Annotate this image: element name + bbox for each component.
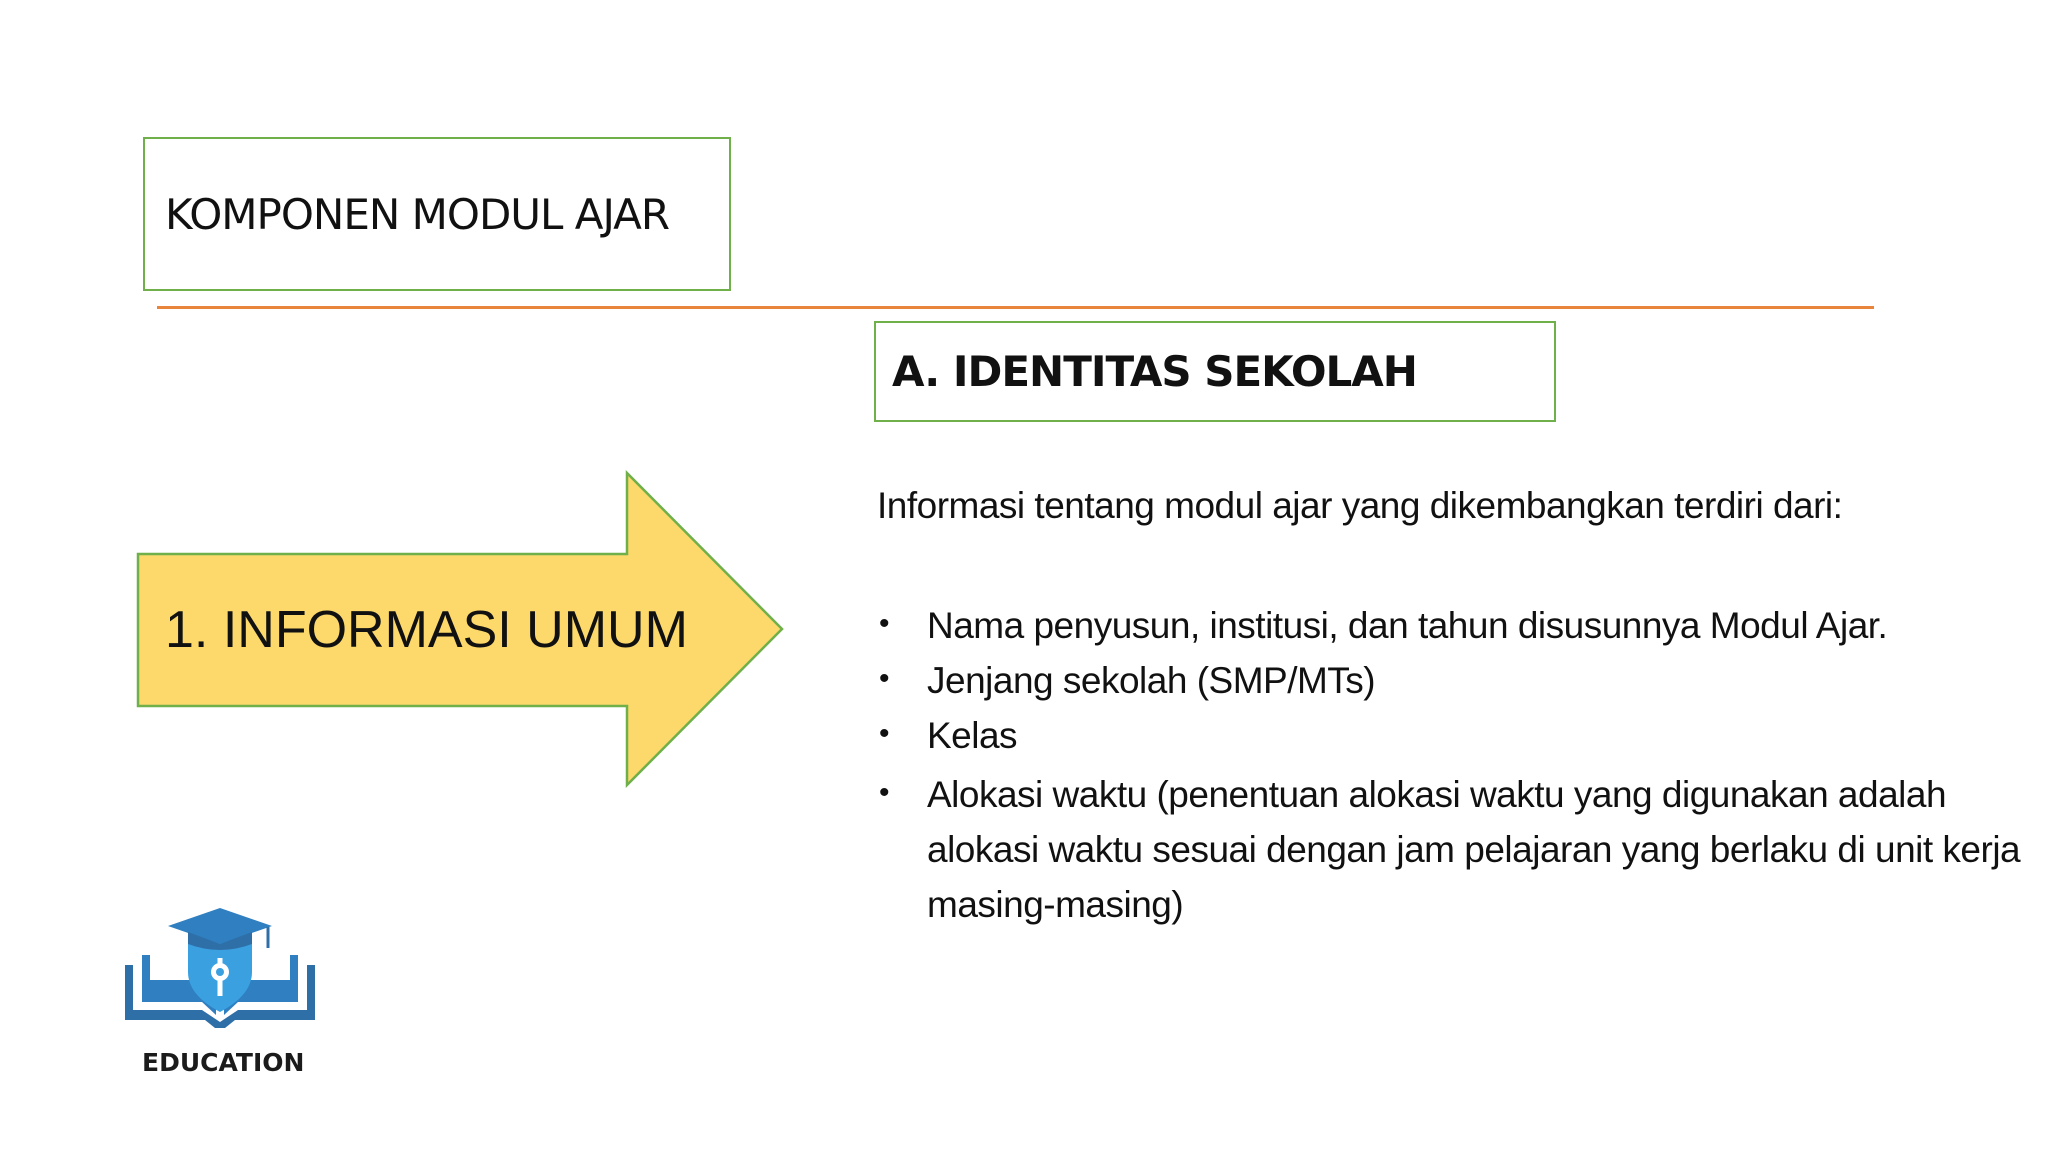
bullet-dot-icon: • [879, 717, 890, 750]
slide-title: KOMPONEN MODUL AJAR [165, 189, 670, 239]
list-item [877, 598, 2027, 653]
list-item [877, 653, 2027, 708]
divider-line [157, 306, 1874, 309]
bullet-dot-icon: • [879, 662, 890, 695]
list-item [877, 708, 2027, 763]
section-heading: A. IDENTITAS SEKOLAH [892, 347, 1417, 396]
bullet-text: Alokasi waktu (penentuan alokasi waktu yang digunakan adalah alokasi waktu sesuai dengan jam pelajaran yang berlaku di unit kerja masing-masing) [927, 774, 2021, 925]
bullet-dot-icon: • [879, 776, 890, 809]
title-box [143, 137, 731, 291]
bullet-text: Nama penyusun, institusi, dan tahun disusunnya Modul Ajar. [927, 605, 1888, 646]
bullet-dot-icon: • [879, 607, 890, 640]
bullet-text: Jenjang sekolah (SMP/MTs) [927, 660, 1376, 701]
arrow-label: 1. INFORMASI UMUM [165, 601, 688, 659]
bullet-list [877, 598, 2027, 932]
section-heading-box [874, 321, 1556, 422]
bullet-text: Kelas [927, 715, 1018, 756]
intro-text: Informasi tentang modul ajar yang dikembangkan terdiri dari: [877, 485, 1843, 526]
list-item [877, 767, 2027, 932]
logo-text: EDUCATION [142, 1048, 305, 1077]
